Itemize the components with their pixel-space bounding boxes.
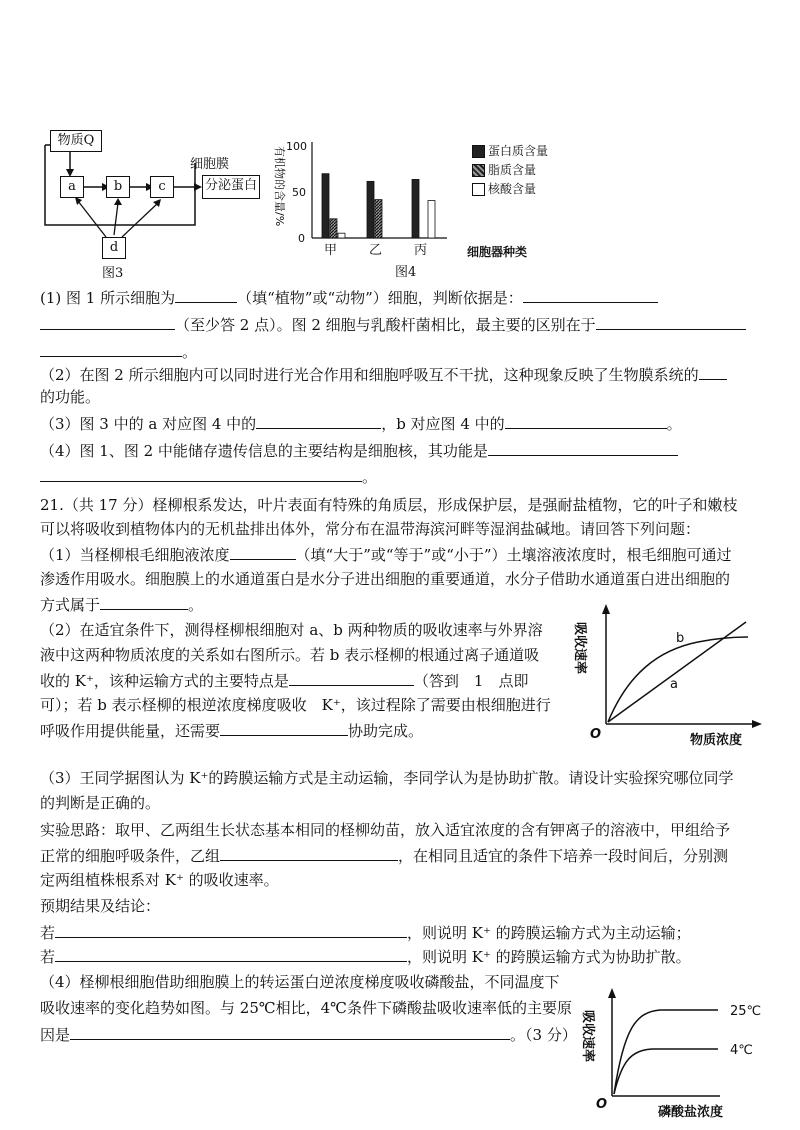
q21-p1-b: （填“大于”或“等于”或“小于”）土壤溶液浓度时，根毛细胞可通过 [295, 546, 732, 564]
substance-q-box: 物质Q [50, 130, 102, 152]
q20-p2-a: （2）在图 2 所示细胞内可以同时进行光合作用和细胞呼吸互不干扰，这种现象反映了生物膜系统的 [40, 366, 699, 384]
node-b-box: b [106, 176, 130, 198]
figure-3 [40, 125, 257, 285]
q20-part1-line2 [40, 313, 746, 336]
bar-甲-蛋白质含量 [322, 174, 329, 238]
graph-temp-origin: O [596, 1097, 608, 1112]
q21-p3-l4b: ，在相同且适宜的条件下培养一段时间后，分别测 [398, 847, 729, 865]
q20-part1-line1 [40, 286, 658, 309]
q21-part2-line1: （2）在适宜条件下，测得柽柳根细胞对 a、b 两种物质的吸收速率与外界溶 [40, 621, 543, 639]
q21-p3-l7b: ，则说明 K⁺ 的跨膜运输方式为主动运输； [407, 924, 691, 942]
legend-nucleic-label: 核酸含量 [488, 182, 537, 196]
y-tick-50: 50 [292, 186, 306, 199]
curve-4c [614, 1049, 718, 1094]
q20-p1-a: (1) 图 1 所示细胞为 [40, 289, 176, 307]
y-tick-0: 0 [298, 232, 305, 245]
x-tick-label: 乙 [369, 243, 383, 258]
q21-part2-line5 [40, 719, 423, 742]
legend-nucleic-swatch [472, 183, 485, 196]
answer-blank[interactable] [256, 412, 381, 429]
q21-p1-d: 方式属于 [40, 596, 101, 614]
legend-lipid [472, 161, 548, 180]
q21-p1-a: （1）当柽柳根毛细胞液浓度 [40, 546, 230, 564]
legend-protein-swatch [472, 145, 485, 158]
bar-乙-脂质含量 [375, 200, 382, 238]
q21-part3-line4 [40, 844, 728, 867]
q20-p3-end: 。 [666, 415, 682, 433]
q20-part4-line2 [40, 465, 377, 488]
answer-blank[interactable] [55, 921, 407, 938]
answer-blank[interactable] [699, 363, 727, 380]
q20-p4-a: （4）图 1、图 2 中能储存遗传信息的主要结构是细胞核，其功能是 [40, 442, 488, 460]
q20-part4-line1 [40, 439, 678, 462]
bar-乙-蛋白质含量 [367, 181, 374, 238]
secreted-protein-box: 分泌蛋白 [202, 175, 260, 199]
q21-intro-line1: 21.（共 17 分）柽柳根系发达，叶片表面有特殊的角质层，形成保护层，是强耐盐植物，它的叶子和嫩枝 [40, 496, 738, 514]
bar-丙-蛋白质含量 [412, 179, 419, 238]
q21-part3-line5: 定两组植株根系对 K⁺ 的吸收速率。 [40, 871, 279, 889]
q20-p1-c: （至少答 2 点）。图 2 细胞与乳酸杆菌相比，最主要的区别在于 [175, 316, 596, 334]
graph-ab-ylabel: 吸收速率 [572, 622, 587, 675]
q21-p1-end: 。 [188, 596, 204, 614]
node-d-box: d [102, 237, 126, 259]
q21-part3-line6: 预期结果及结论： [40, 897, 161, 915]
q21-p3-l8a: 若 [40, 948, 56, 966]
x-tick-label: 丙 [414, 243, 428, 258]
q21-part2-line3 [40, 669, 528, 692]
q21-p3-l7a: 若 [40, 924, 56, 942]
q21-p3-l8b: ，则说明 K⁺ 的跨膜运输方式为协助扩散。 [407, 948, 691, 966]
q21-part4-line1: （4）柽柳根细胞借助细胞膜上的转运蛋白逆浓度梯度吸收磷酸盐，不同温度下 [40, 973, 560, 991]
q20-p2-b: 的功能。 [40, 388, 101, 406]
q20-part3 [40, 412, 682, 435]
q21-p2-l5b: 协助完成。 [348, 722, 424, 740]
graph-ab [568, 604, 768, 754]
q21-p2-l3a: 收的 K⁺，该种运输方式的主要特点是 [40, 672, 289, 690]
graph-temp-svg [580, 988, 785, 1123]
q20-p1-b: （填“植物”或“动物”）细胞，判断依据是： [237, 289, 523, 307]
curve-25c-label: 25℃ [730, 1004, 762, 1019]
graph-temp-xlabel: 磷酸盐浓度 [658, 1105, 724, 1120]
graph-ab-origin: O [590, 727, 602, 742]
q20-p3-b: ，b 对应图 4 中的 [381, 415, 505, 433]
answer-blank[interactable] [175, 286, 237, 303]
q21-part2-line4: 可）；若 b 表示柽柳的根逆浓度梯度吸收 K⁺，该过程除了需要由根细胞进行 [40, 696, 551, 714]
graph-ab-y-arrow [602, 604, 610, 614]
legend-lipid-label: 脂质含量 [488, 163, 537, 177]
answer-blank[interactable] [220, 844, 398, 861]
q20-part2-line2 [40, 386, 100, 408]
q20-p4-end: 。 [362, 468, 378, 486]
answer-blank[interactable] [55, 945, 407, 962]
answer-blank[interactable] [220, 719, 348, 736]
figure-4 [262, 128, 562, 278]
bar-甲-核酸含量 [338, 233, 345, 238]
curve-b-label: b [676, 631, 685, 646]
x-axis-label: 细胞器种类 [467, 245, 528, 259]
q21-part3-line8 [40, 945, 691, 968]
y-tick-100: 100 [286, 140, 307, 153]
q21-p4-l3a: 因是 [40, 1026, 71, 1044]
node-c-box: c [150, 176, 174, 198]
q20-p1-end: 。 [182, 343, 198, 361]
figure-4-caption: 图4 [395, 265, 417, 280]
answer-blank[interactable] [100, 593, 188, 610]
node-a-box: a [60, 176, 84, 198]
q21-part3-line3: 实验思路：取甲、乙两组生长状态基本相同的柽柳幼苗，放入适宜浓度的含有钾离子的溶液中，甲组给予 [40, 821, 731, 839]
graph-temp [580, 988, 785, 1123]
curve-b [608, 637, 748, 722]
q21-part1-line1 [40, 543, 732, 566]
q21-part4-line3 [40, 1023, 577, 1046]
graph-ab-xlabel: 物质浓度 [690, 733, 743, 748]
legend-protein-label: 蛋白质含量 [488, 144, 549, 158]
q21-intro-line2: 可以将吸收到植物体内的无机盐排出体外，常分布在温带海滨河畔等湿润盐碱地。请回答下列问题： [40, 520, 701, 538]
q20-part1-line3 [40, 340, 197, 363]
curve-4c-label: 4℃ [730, 1043, 753, 1058]
bar-甲-脂质含量 [330, 219, 337, 238]
x-tick-label: 甲 [324, 243, 338, 258]
q21-part1-line3 [40, 593, 203, 616]
legend-lipid-swatch [472, 164, 485, 177]
q21-part4-line2: 吸收速率的变化趋势如图。与 25℃相比，4℃条件下磷酸盐吸收速率低的主要原 [40, 999, 572, 1017]
q21-part1-line2: 渗透作用吸水。细胞膜上的水通道蛋白是水分子进出细胞的重要通道，水分子借助水通道蛋白进出细胞的 [40, 570, 731, 588]
bar-丙-核酸含量 [428, 201, 435, 238]
figure-3-caption: 图3 [102, 266, 124, 281]
graph-ab-x-arrow [752, 720, 762, 728]
q20-part2-line1 [40, 363, 727, 386]
answer-blank[interactable] [523, 286, 658, 303]
q20-p3-a: （3）图 3 中的 a 对应图 4 中的 [40, 415, 257, 433]
answer-blank[interactable] [40, 465, 362, 482]
legend-protein [472, 142, 548, 161]
graph-ab-svg [568, 604, 768, 754]
answer-blank[interactable] [505, 412, 667, 429]
y-axis-label: 有机物的含量/% [273, 146, 286, 227]
q21-part3-line2: 的判断是正确的。 [40, 794, 161, 812]
answer-blank[interactable] [289, 669, 414, 686]
curve-25c [614, 1010, 718, 1094]
answer-blank[interactable] [230, 543, 296, 560]
graph-temp-y-arrow [608, 988, 616, 998]
answer-blank[interactable] [488, 439, 678, 456]
q21-part2-line2: 液中这两种物质浓度的关系如右图所示。若 b 表示柽柳的根通过离子通道吸 [40, 646, 540, 664]
q21-part3-line7 [40, 921, 691, 944]
graph-temp-ylabel: 吸收速率 [580, 1010, 595, 1063]
membrane-label: 细胞膜 [190, 157, 230, 172]
legend [472, 142, 548, 199]
legend-nucleic [472, 180, 548, 199]
curve-a-label: a [670, 677, 678, 692]
answer-blank[interactable] [596, 313, 746, 330]
q21-p2-l5a: 呼吸作用提供能量，还需要 [40, 722, 221, 740]
answer-blank[interactable] [70, 1023, 510, 1040]
answer-blank[interactable] [40, 313, 175, 330]
q21-p4-l3b: 。（3 分） [510, 1026, 577, 1044]
q21-p2-l3b: （答到 1 点即 [413, 672, 529, 690]
answer-blank[interactable] [40, 340, 182, 357]
q21-p3-l4a: 正常的细胞呼吸条件，乙组 [40, 847, 221, 865]
q21-part3-line1: （3）王同学据图认为 K⁺的跨膜运输方式是主动运输，李同学认为是协助扩散。请设计实验探究哪位同学 [40, 769, 734, 787]
